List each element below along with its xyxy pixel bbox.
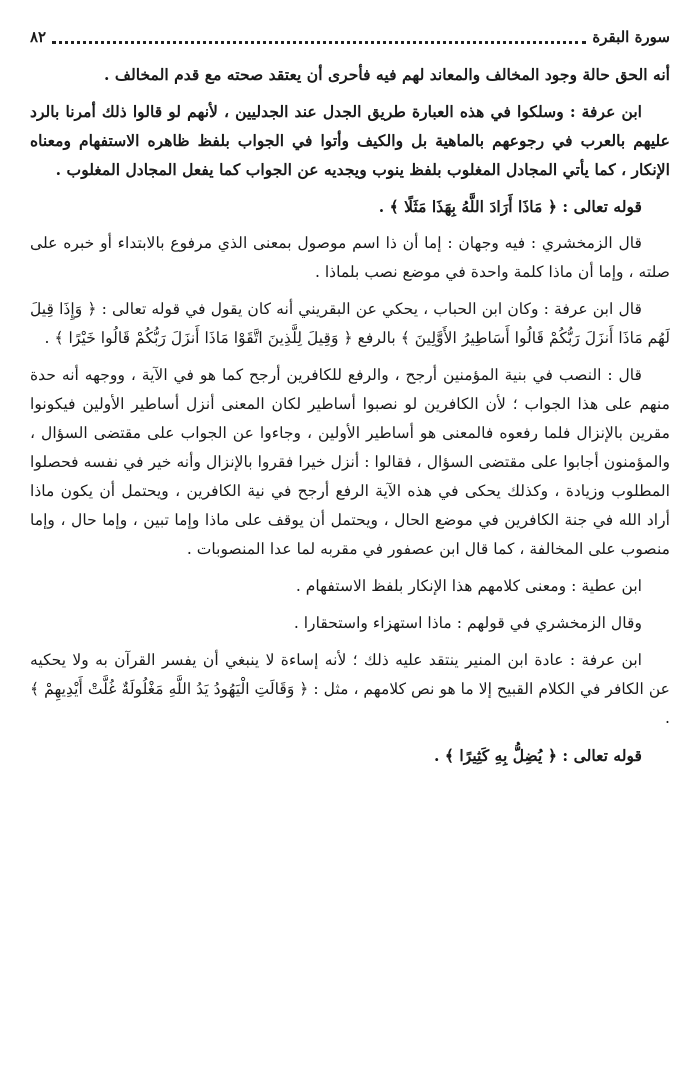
page-body: [30, 60, 670, 770]
paragraph-continuation: أنه الحق حالة وجود المخالف والمعاند لهم فيه فأحرى أن يعتقد صحته مع قدم المخالف .: [103, 65, 670, 84]
paragraph-zamakhshari-1: قال الزمخشري : فيه وجهان : إما أن ذا اسم موصول بمعنى الذي مرفوع بالابتداء أو خبره على صلته ، وإما أن ماذا كلمة واحدة في موضع نصب بلماذا .: [30, 234, 670, 281]
paragraph-verse-1: قوله تعالى : ﴿ مَاذَا أَرَادَ اللَّهُ بِهَذَا مَثَلًا ﴾ .: [378, 197, 642, 216]
surah-title: سورة البقرة: [592, 28, 670, 46]
paragraph-commentary: قال : النصب في بنية المؤمنين أرجح ، والرفع للكافرين أرجح كما هو في الآية ، ووجهه أنه حدة منهم على هذا الجواب ؛ لأن الكافرين لو نصبوا أساطير لكان المعنى أنزل أساطير الأولين فيكونوا مقرين بالإنزال فلما رفعوه فالمعنى هو أساطير الأولين ، وجاءوا عن الجواب على مقتضى السؤال ، والمؤمنون أجابوا على مقتضى السؤال ، فقالوا : أنزل خيرا فقروا بالإنزال وأنه خير في نفسه فحصلوا المطلوب وزيادة ، وكذلك يحكى في هذه الآية الرفع أرجح في نية الكافرين ، ويحتمل أن يكون ماذا أراد الله في جنة الكافرين في موضع الحال ، ويحتمل أن يوقف على ماذا وإما تبين ، وإما حال ، وإما منصوب على المخالفة ، كما قال ابن عصفور في مقربه لما عدا المنصوبات .: [30, 366, 670, 558]
header-dotted-leader: [52, 31, 586, 44]
paragraph-ibn-arafa-3: ابن عرفة : عادة ابن المنير ينتقد عليه ذلك ؛ لأنه إساءة لا ينبغي أن يفسر القرآن به ولا يحكيه عن الكافر في الكلام القبيح إلا ما هو نص كلامهم ، مثل : ﴿ وَقَالَتِ الْيَهُودُ يَدُ اللَّهِ مَغْلُولَةٌ غُلَّتْ أَيْدِيهِمْ ﴾ .: [30, 651, 670, 727]
paragraph-zamakhshari-2: وقال الزمخشري في قولهم : ماذا استهزاء واستحقارا .: [293, 614, 642, 632]
paragraph-verse-2: قوله تعالى : ﴿ يُضِلُّ بِهِ كَثِيرًا ﴾ .: [433, 746, 642, 765]
paragraph-ibn-arafa-1: ابن عرفة : وسلكوا في هذه العبارة طريق الجدل عند الجدليين ، لأنهم لو قالوا ذلك أمرنا بالرد عليهم بالعرب في رجوعهم بالماهية بل والكيف وأتوا في الجواب بلفظ ظاهره الاستفهام ومعناه الإنكار ، كما يأتي المجادل المغلوب بلفظ ينوب ويجديه عن الجواب كما يفعل المجادل المغلوب .: [30, 102, 670, 179]
paragraph-ibn-atiyya: ابن عطية : ومعنى كلامهم هذا الإنكار بلفظ الاستفهام .: [295, 577, 642, 595]
page-header: [30, 24, 670, 50]
page-number: ٨٢: [30, 28, 47, 46]
paragraph-ibn-arafa-2: قال ابن عرفة : وكان ابن الحباب ، يحكي عن البقريني أنه كان يقول في قوله تعالى : ﴿ وَإِذَا قِيلَ لَهُم مَاذَا أَنزَلَ رَبُّكُمْ قَالُوا أَسَاطِيرُ الأَوَّلِينَ ﴾ بالرفع ﴿ وَقِيلَ لِلَّذِينَ اتَّقَوْا مَاذَا أَنزَلَ رَبُّكُمْ قَالُوا خَيْرًا ﴾ .: [30, 300, 670, 347]
